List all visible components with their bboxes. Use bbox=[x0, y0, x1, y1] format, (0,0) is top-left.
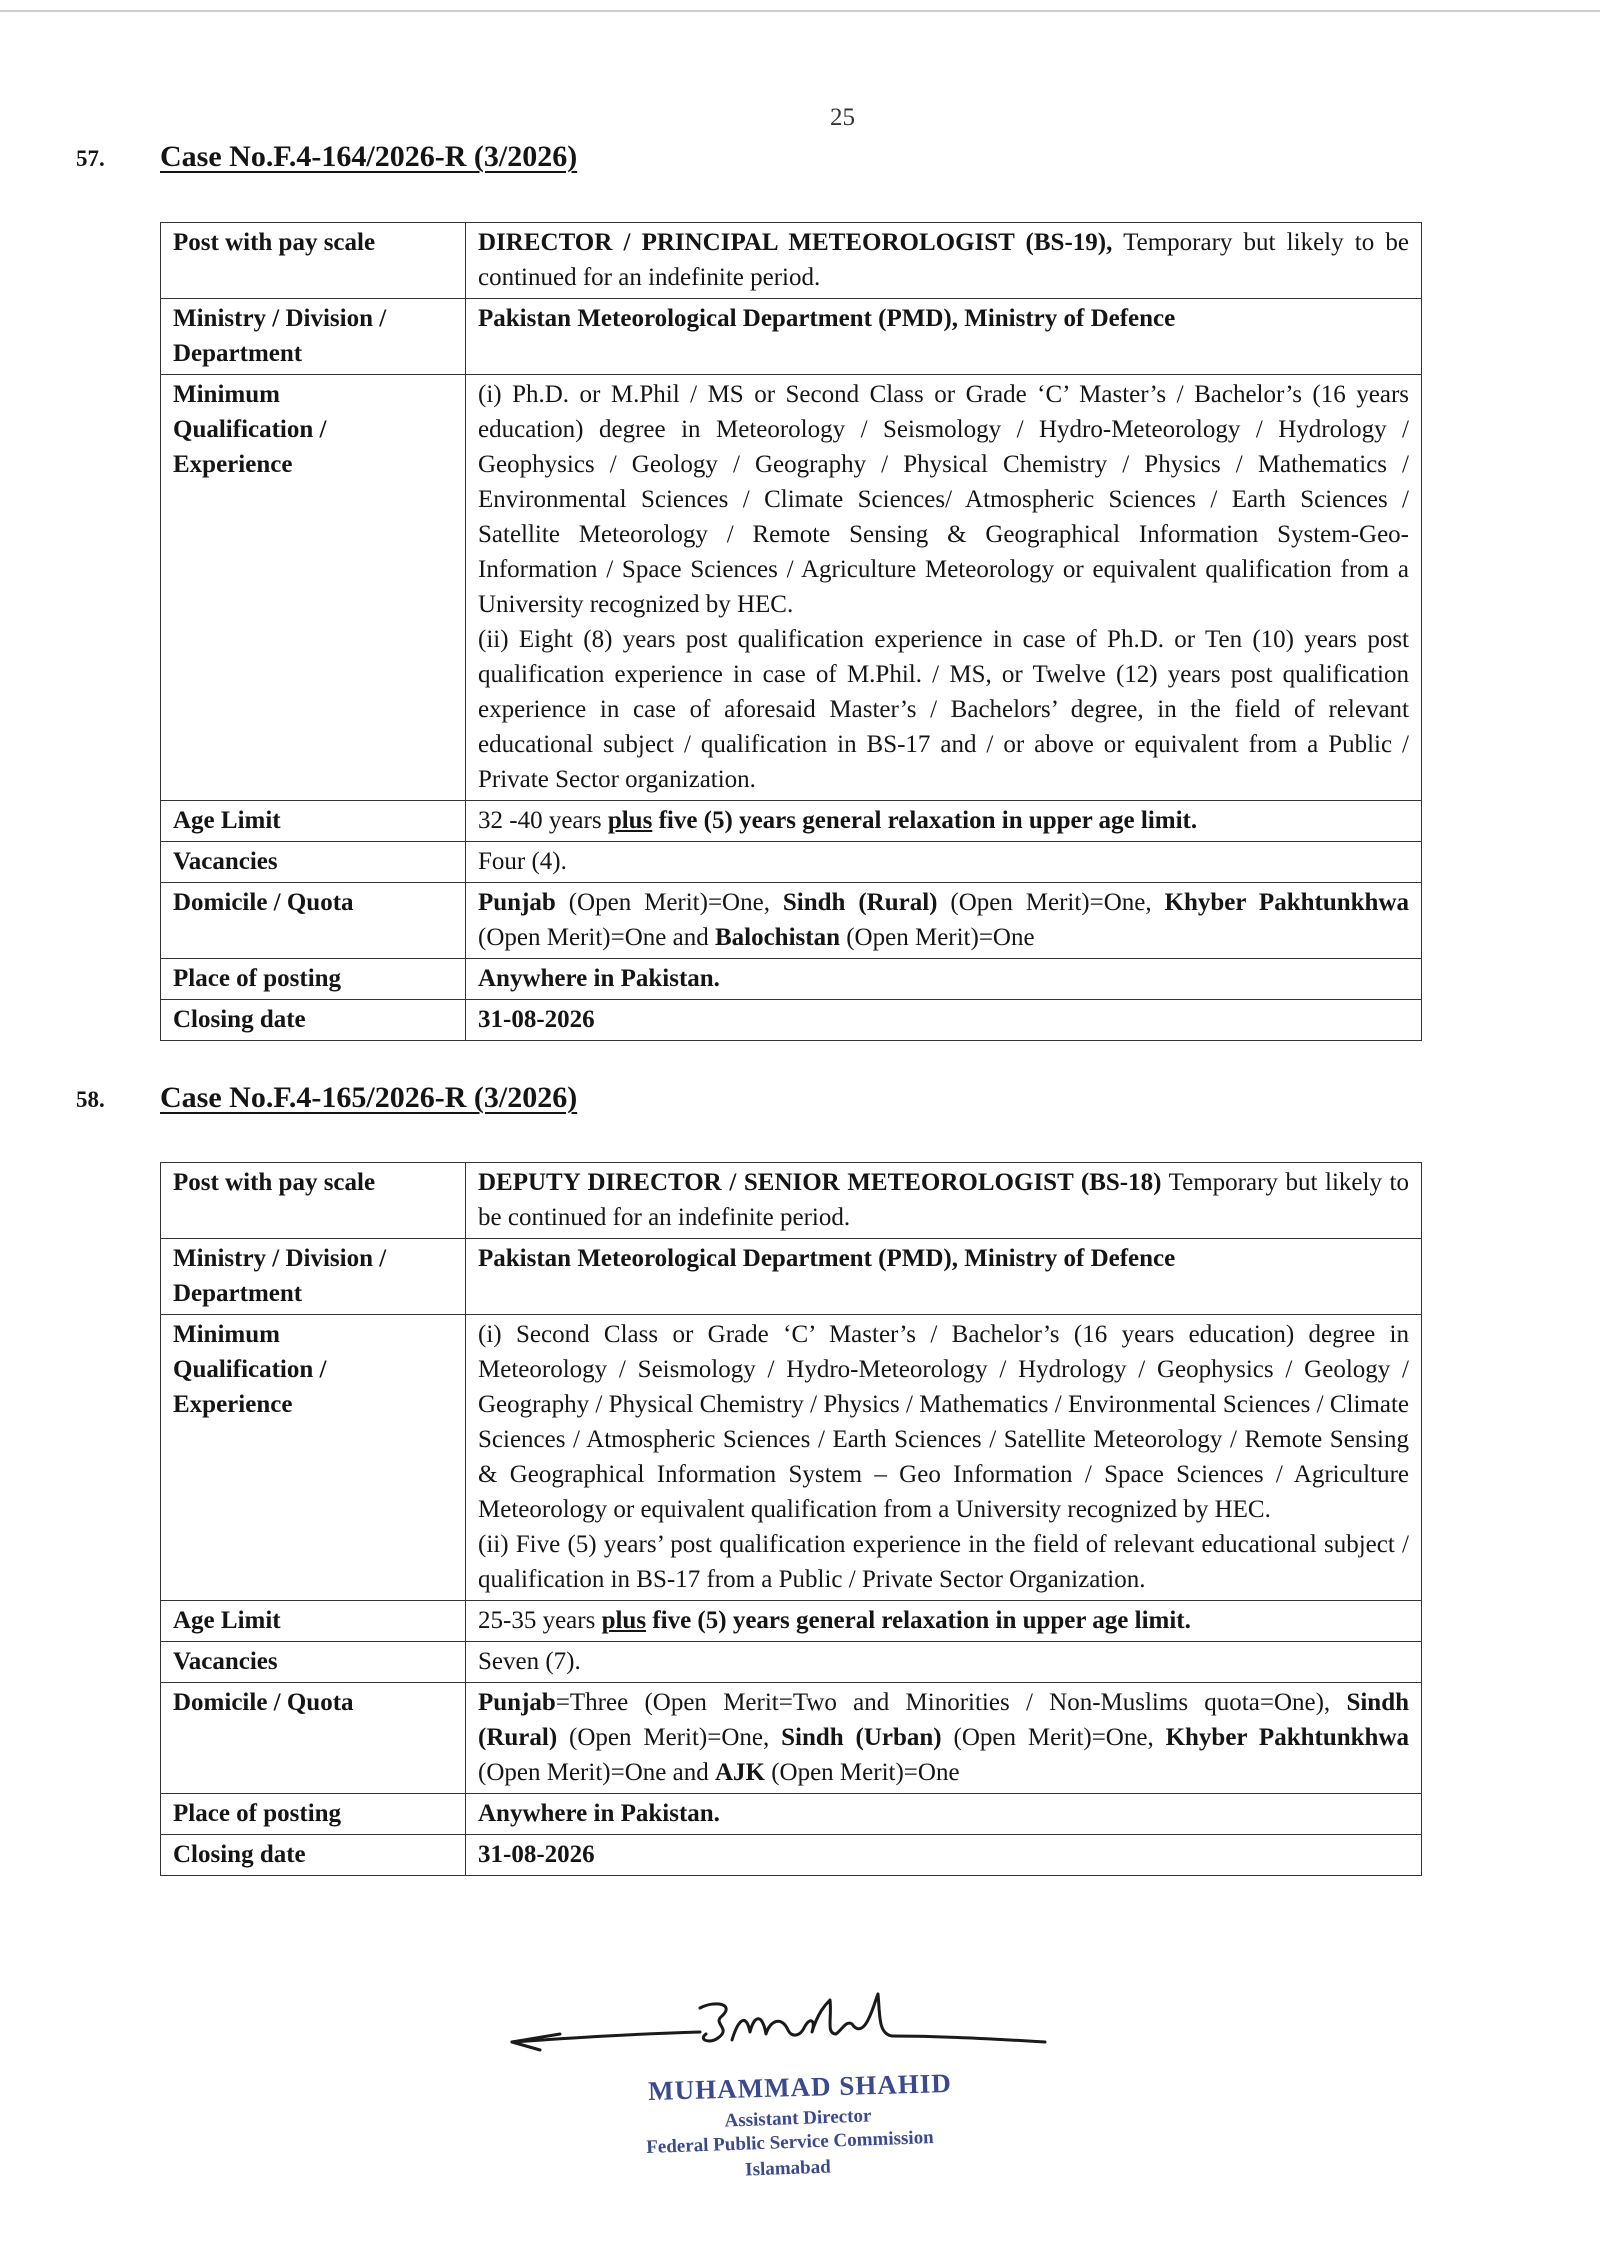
case-title: Case No.F.4-165/2026-R (3/2026) bbox=[160, 1081, 578, 1114]
value-closing: 31-08-2026 bbox=[466, 1835, 1422, 1876]
label-domicile: Domicile / Quota bbox=[161, 1683, 466, 1794]
qualification-text: (i) Ph.D. or M.Phil / MS or Second Class or Grade ‘C’ Master’s / Bachelor’s (16 years education) degree in Meteorology / Seismology / Hydro-Meteorology / Hydrology / Geophysics / Geology / Geography / Physical Chemistry / Physics / Mathematics / Environmental Sciences / Climate Sciences/ Atmospheric Sciences / Earth Sciences / Satellite Meteorology / Remote Sensing & Geographical Information System-Geo-Information / Space Sciences / Agriculture Meteorology or equivalent qualification from a University recognized by HEC. bbox=[478, 381, 1409, 618]
label-age: Age Limit bbox=[161, 1601, 466, 1642]
label-qualification bbox=[161, 1315, 466, 1601]
table-row bbox=[161, 299, 1422, 375]
label-vacancies: Vacancies bbox=[161, 1642, 466, 1683]
table-row bbox=[161, 1000, 1422, 1041]
quota-detail: (Open Merit)=One, bbox=[937, 889, 1165, 916]
value-qualification bbox=[466, 1315, 1422, 1601]
case-heading bbox=[76, 1081, 577, 1121]
experience-text: (ii) Eight (8) years post qualification experience in case of Ph.D. or Ten (10) years post qualification experience in case of M.Phil. / MS, or Twelve (12) years post qualification experience in case of aforesaid Master’s / Bachelors’ degree, in the field of relevant educational subject / qualification in BS-17 and / or above or equivalent from a Public / Private Sector organization. bbox=[478, 626, 1409, 793]
label-line: Minimum bbox=[173, 1321, 280, 1348]
label-line: Experience bbox=[173, 1391, 293, 1418]
signatory-organization: Federal Public Service Commission bbox=[645, 2126, 935, 2159]
table-row bbox=[161, 1642, 1422, 1683]
value-domicile bbox=[466, 883, 1422, 959]
table-row bbox=[161, 1835, 1422, 1876]
table-row bbox=[161, 1601, 1422, 1642]
value-ministry: Pakistan Meteorological Department (PMD), Ministry of Defence bbox=[466, 299, 1422, 375]
post-title: DIRECTOR / PRINCIPAL METEOROLOGIST (BS-19), bbox=[478, 229, 1113, 256]
table-row bbox=[161, 1163, 1422, 1239]
experience-text: (ii) Five (5) years’ post qualification experience in the field of relevant educational subject / qualification in BS-17 from a Public / Private Sector Organization. bbox=[478, 1531, 1409, 1593]
value-post bbox=[466, 223, 1422, 299]
label-vacancies: Vacancies bbox=[161, 842, 466, 883]
label-line: Department bbox=[173, 340, 303, 367]
table-row bbox=[161, 375, 1422, 801]
case-index: 58. bbox=[76, 1087, 105, 1112]
page-number: 25 bbox=[830, 104, 855, 131]
value-domicile bbox=[466, 1683, 1422, 1794]
quota-detail: =Three (Open Merit=Two and Minorities / Non-Muslims quota=One), bbox=[555, 1689, 1347, 1716]
label-line: Department bbox=[173, 1280, 303, 1307]
case-index: 57. bbox=[76, 146, 105, 171]
label-closing: Closing date bbox=[161, 1835, 466, 1876]
quota-detail: (Open Merit)=One, bbox=[941, 1724, 1166, 1751]
table-row bbox=[161, 223, 1422, 299]
value-place: Anywhere in Pakistan. bbox=[466, 959, 1422, 1000]
case-heading bbox=[76, 140, 577, 180]
post-table bbox=[160, 222, 1422, 1041]
quota-region: Sindh (Urban) bbox=[781, 1724, 942, 1751]
label-line: Experience bbox=[173, 451, 293, 478]
post-title: DEPUTY DIRECTOR / SENIOR METEOROLOGIST (BS-18) bbox=[478, 1169, 1162, 1196]
table-row bbox=[161, 1683, 1422, 1794]
quota-detail: (Open Merit)=One, bbox=[557, 1724, 782, 1751]
signatory-designation: Assistant Director bbox=[724, 2105, 872, 2132]
label-line: Ministry / Division / bbox=[173, 1245, 387, 1272]
label-closing: Closing date bbox=[161, 1000, 466, 1041]
label-domicile: Domicile / Quota bbox=[161, 883, 466, 959]
value-vacancies: Four (4). bbox=[466, 842, 1422, 883]
table-row bbox=[161, 883, 1422, 959]
label-age: Age Limit bbox=[161, 801, 466, 842]
quota-detail: (Open Merit)=One and bbox=[478, 924, 715, 951]
age-plus: plus bbox=[607, 807, 653, 834]
quota-region: Punjab bbox=[478, 1689, 556, 1716]
quota-region: Khyber Pakhtunkhwa bbox=[1165, 1724, 1410, 1751]
quota-region: Balochistan bbox=[714, 924, 840, 951]
value-place: Anywhere in Pakistan. bbox=[466, 1794, 1422, 1835]
label-post: Post with pay scale bbox=[161, 1163, 466, 1239]
label-line: Qualification / bbox=[173, 1356, 327, 1383]
table-row bbox=[161, 1315, 1422, 1601]
quota-region: AJK bbox=[714, 1759, 765, 1786]
age-relaxation: five (5) years general relaxation in upper age limit. bbox=[652, 807, 1198, 834]
table-row bbox=[161, 1794, 1422, 1835]
value-age bbox=[466, 1601, 1422, 1642]
top-rule bbox=[0, 10, 1600, 12]
value-qualification bbox=[466, 375, 1422, 801]
value-vacancies: Seven (7). bbox=[466, 1642, 1422, 1683]
age-range: 32 -40 years bbox=[478, 807, 608, 834]
quota-region: Punjab bbox=[478, 889, 556, 916]
qualification-text: (i) Second Class or Grade ‘C’ Master’s / Bachelor’s (16 years education) degree in Meteorology / Seismology / Hydro-Meteorology / Hydrology / Geophysics / Geology / Geography / Physical Chemistry / Physics / Mathematics / Environmental Sciences / Climate Sciences / Atmospheric Sciences / Earth Sciences / Satellite Meteorology / Remote Sensing & Geographical Information System – Geo Information / Space Sciences / Agriculture Meteorology or equivalent qualification from a University recognized by HEC. bbox=[478, 1321, 1409, 1523]
quota-detail: (Open Merit)=One bbox=[839, 924, 1035, 951]
quota-detail: (Open Merit)=One bbox=[764, 1759, 960, 1786]
quota-detail: (Open Merit)=One and bbox=[478, 1759, 715, 1786]
label-line: Qualification / bbox=[173, 416, 327, 443]
table-row bbox=[161, 842, 1422, 883]
table-row bbox=[161, 959, 1422, 1000]
age-range: 25-35 years bbox=[478, 1607, 602, 1634]
post-table bbox=[160, 1162, 1422, 1876]
value-post bbox=[466, 1163, 1422, 1239]
quota-detail: (Open Merit)=One, bbox=[555, 889, 783, 916]
label-place: Place of posting bbox=[161, 959, 466, 1000]
quota-region: Sindh (Rural) bbox=[782, 889, 938, 916]
value-age bbox=[466, 801, 1422, 842]
case-title: Case No.F.4-164/2026-R (3/2026) bbox=[160, 140, 578, 173]
signature-block bbox=[500, 1990, 1060, 2240]
value-ministry: Pakistan Meteorological Department (PMD), Ministry of Defence bbox=[466, 1239, 1422, 1315]
label-line: Minimum bbox=[173, 381, 280, 408]
signatory-name: MUHAMMAD SHAHID bbox=[647, 2068, 953, 2106]
table-row bbox=[161, 801, 1422, 842]
table-row bbox=[161, 1239, 1422, 1315]
post-note: Temporary but likely to be continued for an indefinite period. bbox=[478, 229, 1409, 291]
age-relaxation: five (5) years general relaxation in upper age limit. bbox=[646, 1607, 1191, 1634]
post-note: Temporary but likely to be continued for an indefinite period. bbox=[478, 1169, 1410, 1231]
age-plus: plus bbox=[601, 1607, 647, 1634]
label-line: Ministry / Division / bbox=[173, 305, 387, 332]
label-place: Place of posting bbox=[161, 1794, 466, 1835]
label-ministry bbox=[161, 299, 466, 375]
value-closing: 31-08-2026 bbox=[466, 1000, 1422, 1041]
label-qualification bbox=[161, 375, 466, 801]
signatory-city: Islamabad bbox=[744, 2156, 832, 2181]
label-post: Post with pay scale bbox=[161, 223, 466, 299]
quota-region: Khyber Pakhtunkhwa bbox=[1164, 889, 1409, 916]
label-ministry bbox=[161, 1239, 466, 1315]
quota-region: Sindh (Rural) bbox=[478, 1689, 1409, 1751]
